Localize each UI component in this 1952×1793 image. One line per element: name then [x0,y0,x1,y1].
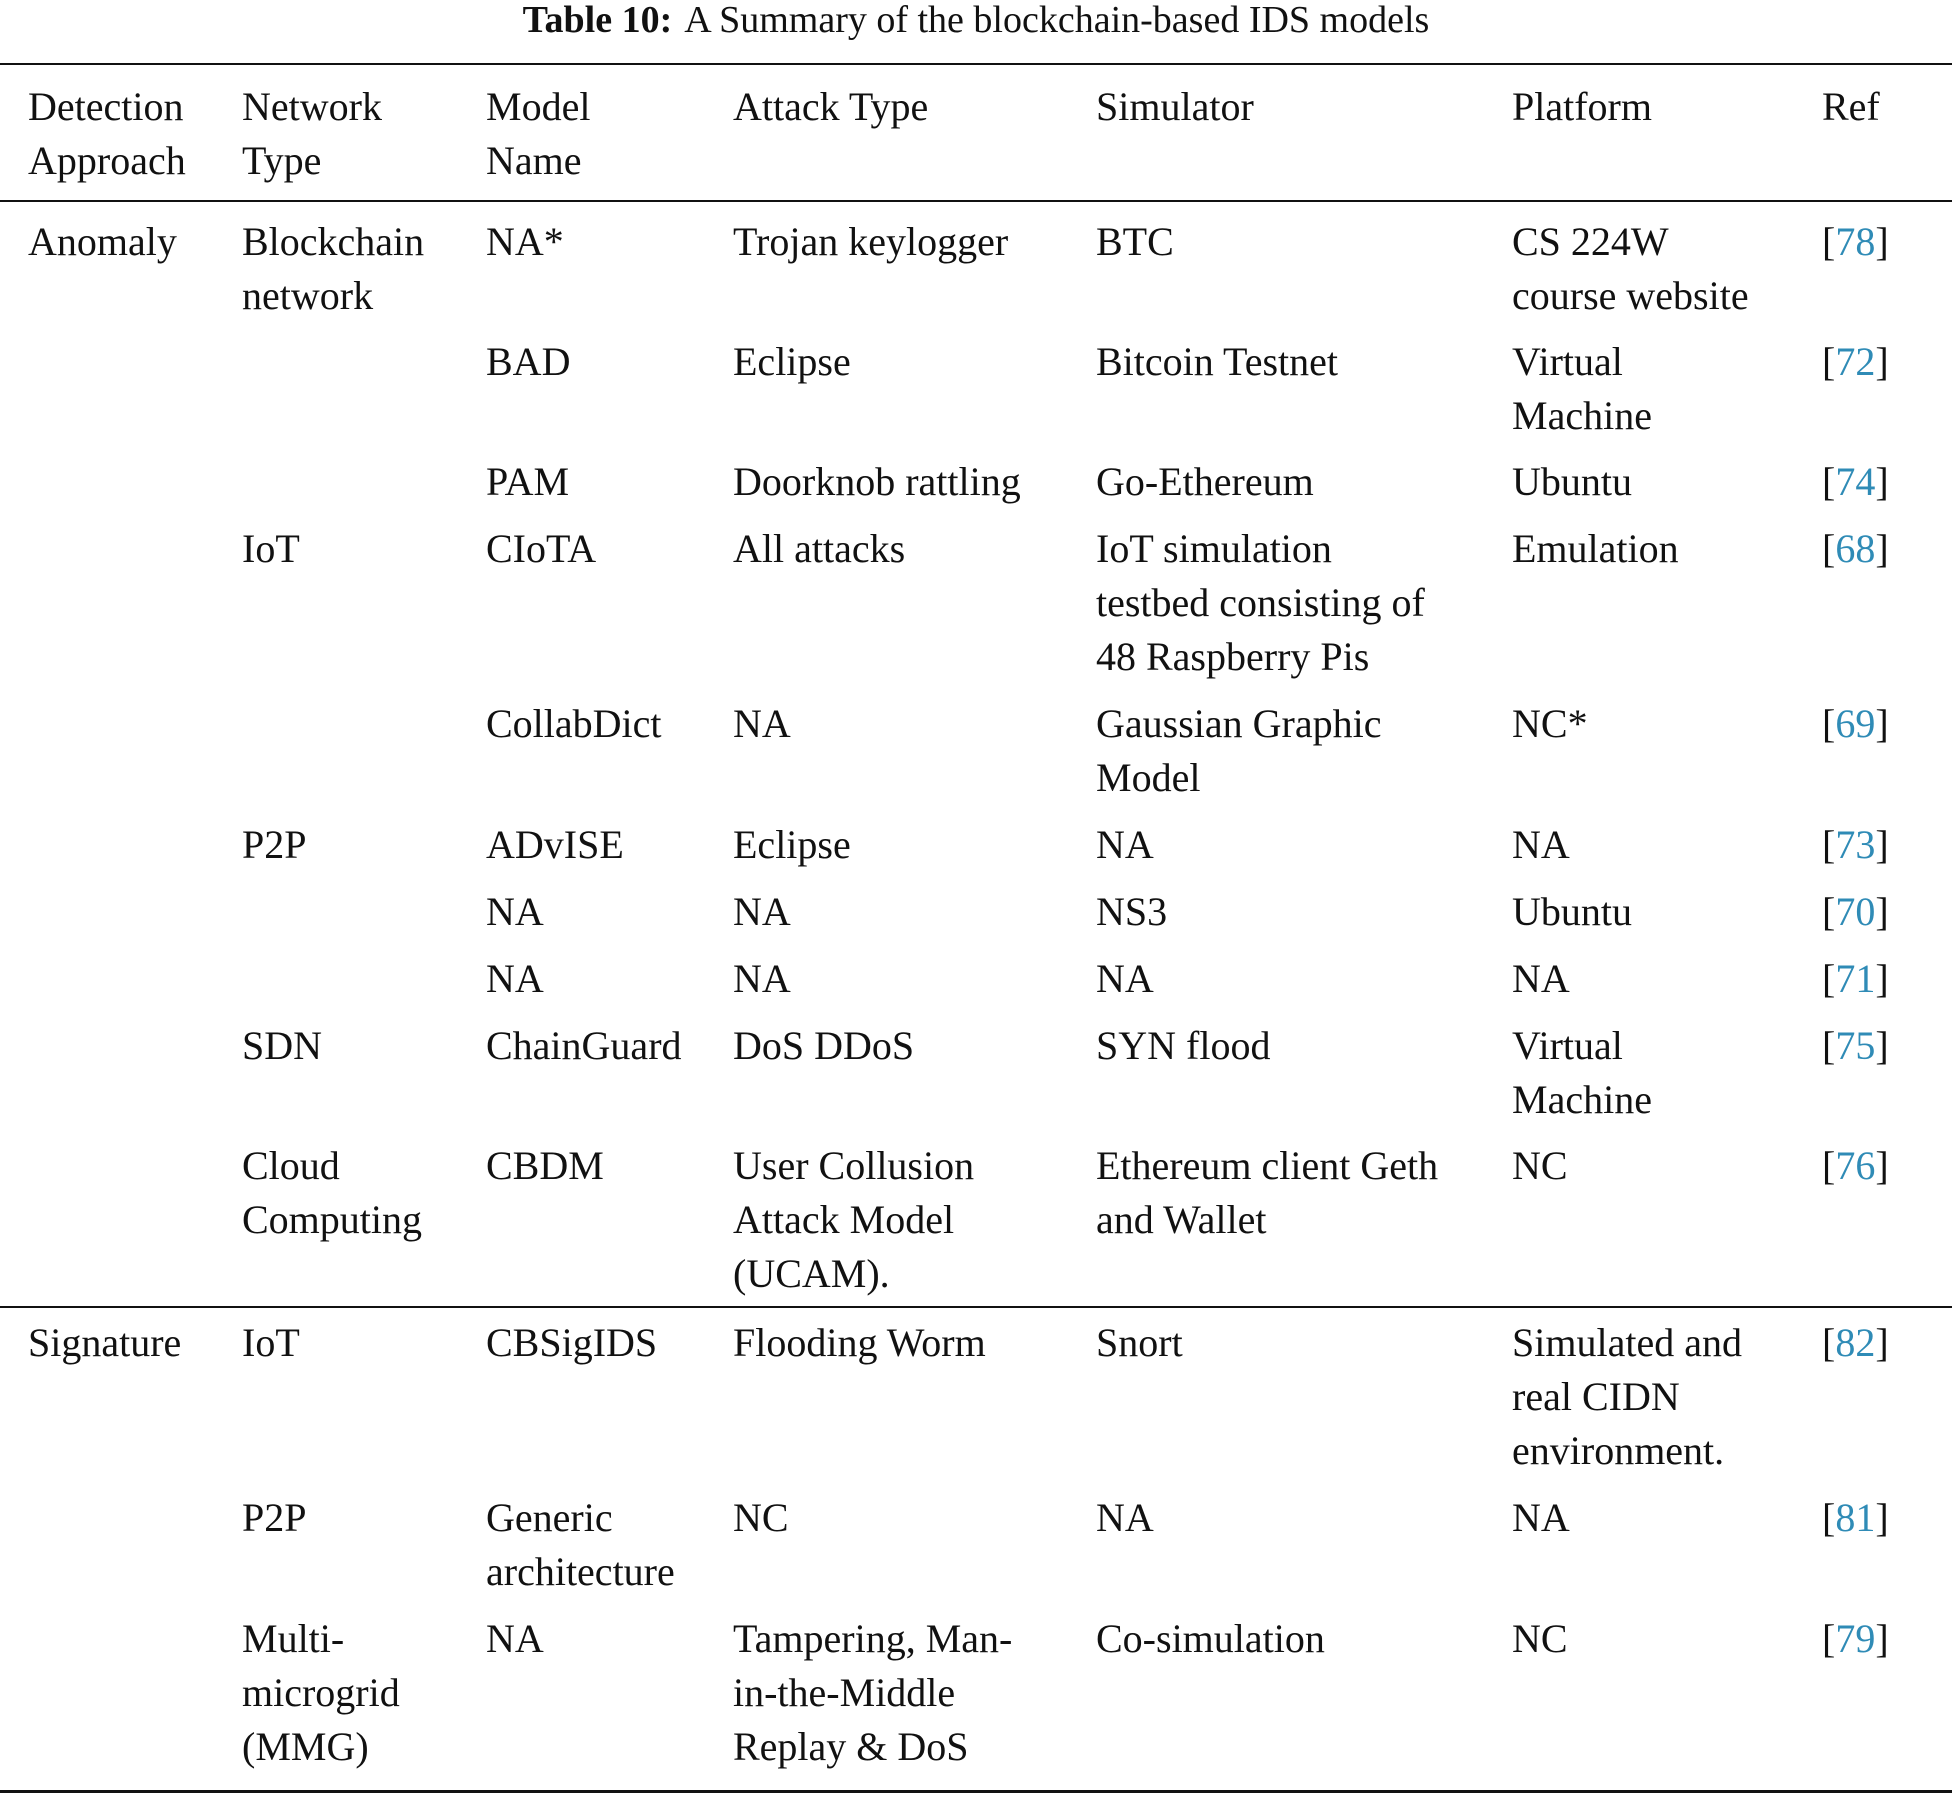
cell-ref: [69] [1822,701,1889,746]
citation-link[interactable]: 75 [1835,1023,1876,1068]
cell-simulator: NS3 [1096,889,1168,934]
header-simulator: Simulator [1096,84,1254,129]
cell-simulator: NA [1096,1495,1154,1540]
table-caption [0,0,1952,40]
citation-link[interactable]: 78 [1835,219,1876,264]
cell-model: NA* [486,219,564,264]
cell-model: ChainGuard [486,1023,682,1068]
header-rule [0,200,1952,202]
cell-simulator: Bitcoin Testnet [1096,339,1338,384]
cell-attack: NA [733,889,791,934]
cell-attack: NA [733,701,791,746]
header-model: Model Name [486,84,591,183]
cell-simulator: Ethereum client Geth and Wallet [1096,1143,1439,1242]
cell-ref: [68] [1822,526,1889,571]
cell-ref: [81] [1822,1495,1889,1540]
cell-platform: Simulated and real CIDN environment. [1512,1320,1742,1473]
cell-ref: [76] [1822,1143,1889,1188]
top-rule [0,63,1952,65]
cell-platform: Ubuntu [1512,459,1632,504]
header-ref: Ref [1822,84,1880,129]
cell-network: Multi- microgrid (MMG) [242,1616,400,1769]
citation-link[interactable]: 74 [1835,459,1876,504]
cell-model: NA [486,1616,544,1661]
cell-ref: [82] [1822,1320,1889,1365]
cell-platform: NC [1512,1143,1568,1188]
cell-model: CIoTA [486,526,597,571]
cell-attack: Eclipse [733,339,851,384]
cell-attack: Flooding Worm [733,1320,986,1365]
header-platform: Platform [1512,84,1652,129]
cell-attack: Doorknob rattling [733,459,1021,504]
cell-model: Generic architecture [486,1495,675,1594]
cell-attack: Eclipse [733,822,851,867]
cell-attack: All attacks [733,526,906,571]
header-approach: Detection Approach [28,84,186,183]
cell-platform: Emulation [1512,526,1679,571]
citation-link[interactable]: 81 [1835,1495,1876,1540]
cell-ref: [71] [1822,956,1889,1001]
citation-link[interactable]: 79 [1835,1616,1876,1661]
cell-platform: NC* [1512,701,1588,746]
cell-model: NA [486,889,544,934]
cell-ref: [75] [1822,1023,1889,1068]
cell-network: Blockchain network [242,219,425,318]
cell-attack: NC [733,1495,789,1540]
citation-link[interactable]: 68 [1835,526,1876,571]
citation-link[interactable]: 70 [1835,889,1876,934]
citation-link[interactable]: 76 [1835,1143,1876,1188]
cell-network: P2P [242,1495,307,1540]
citation-link[interactable]: 82 [1835,1320,1876,1365]
cell-model: CBDM [486,1143,604,1188]
cell-attack: Tampering, Man- in-the-Middle Replay & DoS [733,1616,1013,1769]
header-attack: Attack Type [733,84,929,129]
cell-platform: NA [1512,1495,1570,1540]
cell-platform: NA [1512,956,1570,1001]
citation-link[interactable]: 69 [1835,701,1876,746]
cell-attack: NA [733,956,791,1001]
cell-ref: [73] [1822,822,1889,867]
cell-model: CollabDict [486,701,662,746]
cell-network: IoT [242,526,300,571]
cell-simulator: IoT simulation testbed consisting of 48 Raspberry Pis [1096,526,1425,679]
cell-platform: Ubuntu [1512,889,1632,934]
cell-network: IoT [242,1320,300,1365]
cell-simulator: BTC [1096,219,1174,264]
cell-simulator: Gaussian Graphic Model [1096,701,1382,800]
cell-attack: DoS DDoS [733,1023,915,1068]
cell-network: Cloud Computing [242,1143,423,1242]
cell-simulator: NA [1096,956,1154,1001]
cell-model: NA [486,956,544,1001]
section-rule [0,1306,1952,1308]
cell-simulator: NA [1096,822,1154,867]
cell-model: BAD [486,339,571,384]
cell-model: PAM [486,459,570,504]
caption-text: A Summary of the blockchain-based IDS models [684,0,1430,41]
cell-ref: [79] [1822,1616,1889,1661]
cell-ref: [70] [1822,889,1889,934]
cell-platform: NC [1512,1616,1568,1661]
cell-approach: Anomaly [28,219,177,264]
cell-model: ADvISE [486,822,624,867]
cell-network: SDN [242,1023,323,1068]
cell-simulator: Snort [1096,1320,1183,1365]
cell-platform: NA [1512,822,1570,867]
cell-simulator: SYN flood [1096,1023,1271,1068]
cell-attack: User Collusion Attack Model (UCAM). [733,1143,975,1296]
cell-ref: [78] [1822,219,1889,264]
cell-platform: Virtual Machine [1512,1023,1652,1122]
cell-attack: Trojan keylogger [733,219,1009,264]
cell-model: CBSigIDS [486,1320,658,1365]
cell-simulator: Co-simulation [1096,1616,1325,1661]
cell-approach: Signature [28,1320,182,1365]
citation-link[interactable]: 71 [1835,956,1876,1001]
cell-simulator: Go-Ethereum [1096,459,1314,504]
cell-ref: [74] [1822,459,1889,504]
caption-label: Table 10: [522,0,673,41]
header-network: Network Type [242,84,382,183]
cell-platform: Virtual Machine [1512,339,1652,438]
citation-link[interactable]: 72 [1835,339,1876,384]
cell-ref: [72] [1822,339,1889,384]
citation-link[interactable]: 73 [1835,822,1876,867]
cell-platform: CS 224W course website [1512,219,1749,318]
cell-network: P2P [242,822,307,867]
